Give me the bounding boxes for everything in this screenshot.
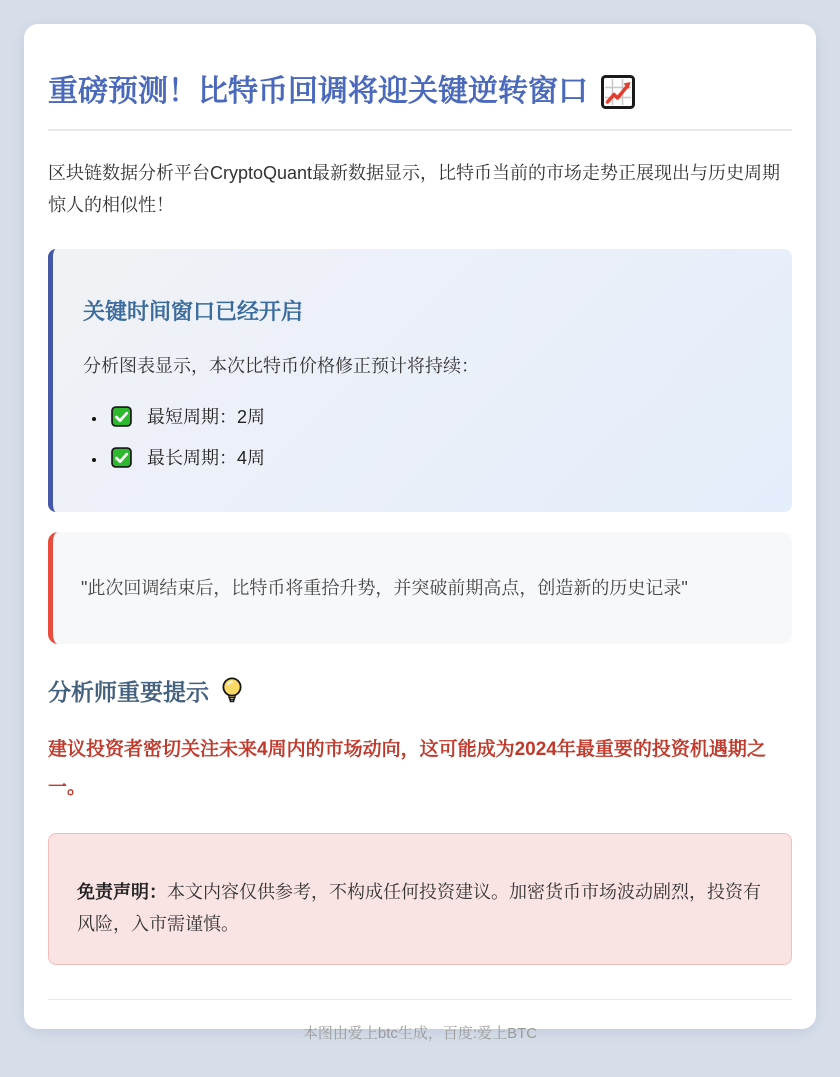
page-title-text: 重磅预测！比特币回调将迎关键逆转窗口 (48, 75, 588, 108)
tips-heading-text: 分析师重要提示 (48, 679, 209, 706)
list-item-label: 最短周期：2周 (147, 406, 266, 427)
intro-paragraph: 区块链数据分析平台CryptoQuant最新数据显示，比特币当前的市场走势正展现出与历史周期惊人的相似性！ (48, 162, 781, 215)
list-item (107, 404, 762, 431)
footer-text: 本图由爱上btc生成，百度:爱上BTC (302, 1025, 538, 1043)
check-mark-button-icon (111, 447, 132, 468)
article-card (24, 24, 816, 1043)
disclaimer-box (48, 833, 792, 965)
chart-increasing-icon (600, 74, 636, 110)
key-window-heading: 关键时间窗口已经开启 (83, 298, 304, 324)
tips-heading (48, 674, 792, 707)
page-title (48, 72, 792, 131)
key-window-lead: 分析图表显示，本次比特币价格修正预计将持续： (83, 355, 479, 376)
warning-text: 建议投资者密切关注未来4周内的市场动向，这可能成为2024年最重要的投资机遇期之一。 (48, 739, 766, 799)
check-mark-button-icon (111, 406, 132, 427)
disclaimer-label: 免责声明： (77, 882, 167, 903)
disclaimer-paragraph (77, 876, 763, 940)
cycle-list (83, 404, 762, 472)
quote-text: "此次回调结束后，比特币将重拾升势，并突破前期高点，创造新的历史记录" (81, 577, 688, 598)
list-item (107, 445, 762, 472)
footer (48, 999, 792, 1043)
quote-box (48, 532, 792, 645)
disclaimer-text: 本文内容仅供参考，不构成任何投资建议。加密货币市场波动剧烈，投资有风险，入市需谨慎。 (77, 882, 761, 935)
key-window-box (48, 249, 792, 512)
light-bulb-icon (219, 676, 245, 706)
list-item-label: 最长周期：4周 (147, 447, 266, 468)
